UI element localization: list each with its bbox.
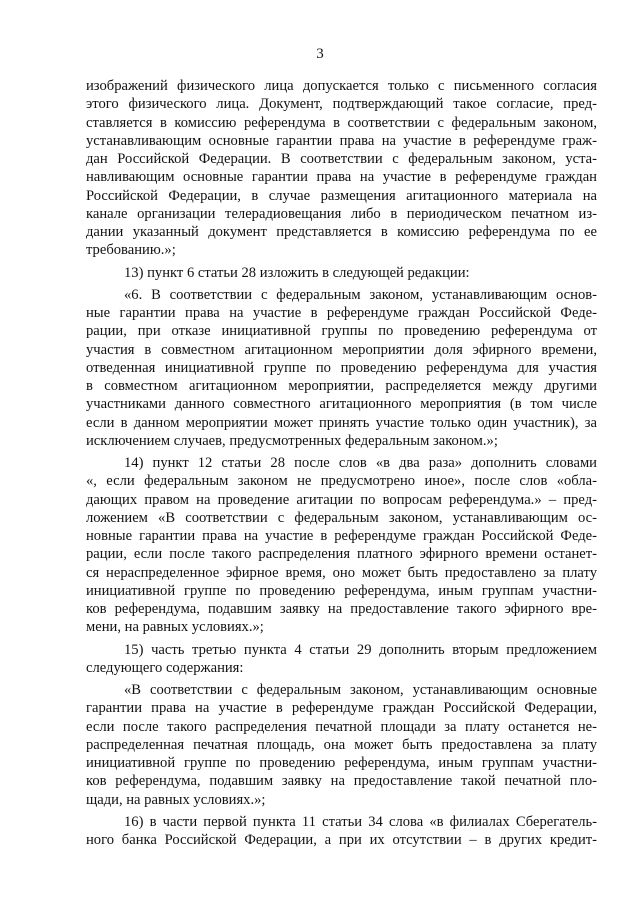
text-line: «6. В соответствии с федеральным законом, устанавливающим основ-: [124, 286, 597, 303]
paragraph: [86, 813, 597, 850]
text-line: если после такого распределения печатной площади за плату останется не-: [86, 718, 597, 735]
text-line: следующего содержания:: [86, 659, 244, 676]
text-line: навливающим основные гарантии права на участие в референдуме граждан: [86, 169, 597, 186]
text-line: ставляется в комиссию референдума в соответствии с федеральным законом,: [86, 114, 597, 131]
text-line: требованию.»;: [86, 242, 176, 259]
text-line: дании указанный документ представляется в комиссию референдума по ее: [86, 224, 597, 240]
text-line: инициативной группе по проведению референдума, иным группам участни-: [86, 755, 597, 771]
text-line: участниками данного совместного агитационного мероприятия (в том числе: [86, 396, 597, 413]
text-line: рации, если после такого распределения платного эфирного времени останет-: [86, 546, 597, 563]
text-line: распределенная печатная площадь, она может быть предоставлена за плату: [86, 736, 597, 753]
paragraph: [86, 77, 597, 260]
text-line: «, если федеральным законом не предусмотрено иное», после слов «обла-: [86, 473, 597, 490]
text-line: ные гарантии права на участие в референдуме граждан Российской Феде-: [86, 305, 597, 321]
paragraph: [86, 454, 597, 637]
text-line: устанавливающим основные гарантии права на участие в референдуме граж-: [86, 132, 597, 149]
text-line: 14) пункт 12 статьи 28 после слов «в два раза» дополнить словами: [124, 455, 597, 471]
text-line: 13) пункт 6 статьи 28 изложить в следующей редакции:: [124, 264, 470, 281]
text-line: этого физического лица. Документ, подтверждающий такое согласие, пред-: [86, 96, 597, 113]
paragraph: [86, 264, 597, 282]
document-body: [86, 77, 597, 849]
text-line: инициативной группе по проведению референдума, иным группам участни-: [86, 582, 597, 599]
page-number: 3: [316, 46, 324, 62]
text-line: «В соответствии с федеральным законом, устанавливающим основные: [124, 682, 597, 698]
text-line: канале организации телерадиовещания либо в периодическом печатном из-: [86, 205, 597, 222]
text-line: ся нераспределенное эфирное время, оно может быть предоставлено за плату: [86, 564, 597, 581]
text-line: участия в совместном агитационном мероприятии доля эфирного времени,: [86, 341, 597, 358]
text-line: рации, при отказе инициативной группы по проведению референдума от: [86, 323, 597, 340]
text-line: новные гарантии права на участие в референдуме граждан Российской Феде-: [86, 528, 597, 544]
text-line: мени, на равных условиях.»;: [86, 619, 264, 636]
paragraph: [86, 681, 597, 809]
text-line: гарантии права на участие в референдуме граждан Российской Федерации,: [86, 700, 597, 717]
text-line: ков референдума, подавшим заявку на предоставление такого эфирного вре-: [86, 601, 597, 617]
text-line: отведенная инициативной группе по проведению референдума для участия: [86, 359, 597, 376]
text-line: дающих правом на проведение агитации по вопросам референдума.» – пред-: [86, 491, 597, 508]
paragraph: [86, 641, 597, 678]
text-line: в совместном агитационном мероприятии, распределяется между другими: [86, 378, 597, 394]
paragraph: [86, 286, 597, 450]
text-line: если в данном мероприятии может принять участие только один участник), за: [86, 414, 597, 431]
text-line: ложением «В соответствии с федеральным законом, устанавливающим ос-: [86, 509, 597, 526]
text-line: изображений физического лица допускается только с письменного согласия: [86, 78, 597, 94]
text-line: исключением случаев, предусмотренных федеральным законом.»;: [86, 432, 498, 449]
text-line: дан Российской Федерации. В соответствии с федеральным законом, уста-: [86, 151, 597, 167]
text-line: 16) в части первой пункта 11 статьи 34 слова «в филиалах Сберегатель-: [124, 813, 597, 830]
text-line: Российской Федерации, в случае размещения агитационного материала на: [86, 187, 597, 204]
text-line: ков референдума, подавшим заявку на предоставление такой печатной пло-: [86, 773, 597, 790]
text-line: ного банка Российской Федерации, а при их отсутствии – в других кредит-: [86, 832, 597, 848]
text-line: щади, на равных условиях.»;: [86, 791, 266, 808]
text-line: 15) часть третью пункта 4 статьи 29 дополнить вторым предложением: [124, 641, 597, 658]
